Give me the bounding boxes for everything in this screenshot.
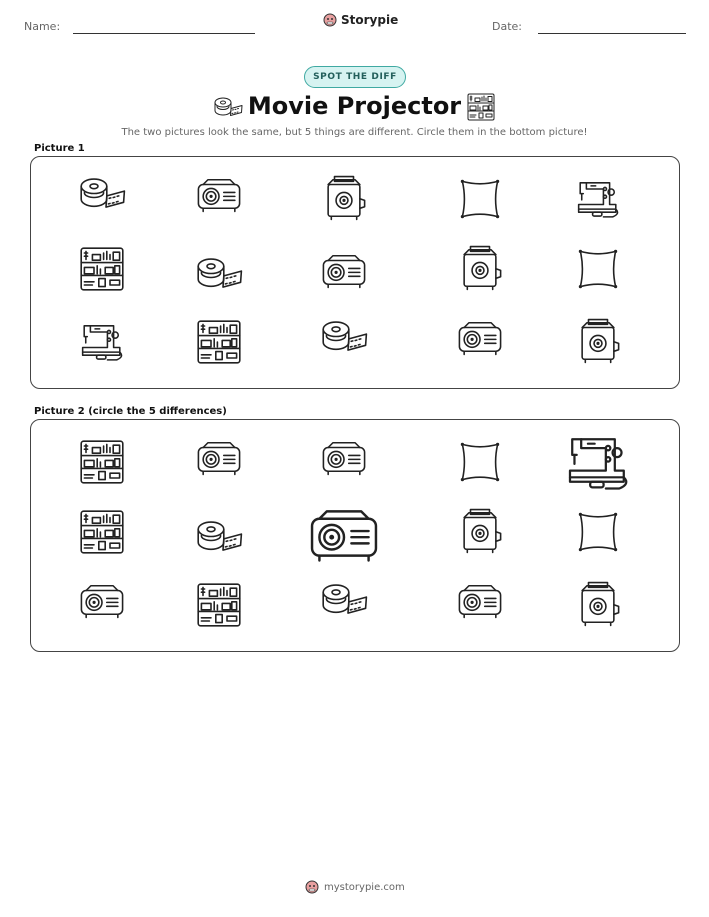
footer: [305, 880, 405, 894]
sewing-machine-icon[interactable]: [563, 428, 633, 493]
speaker-box-icon[interactable]: [574, 581, 622, 627]
shelf-icon: [195, 318, 243, 366]
shelf-icon: [78, 245, 126, 293]
speaker-box-icon: [574, 318, 622, 364]
shelf-icon[interactable]: [78, 438, 126, 486]
projector-icon[interactable]: [78, 581, 126, 619]
speaker-box-icon: [456, 245, 504, 291]
projector-icon[interactable]: [195, 438, 243, 476]
storypie-mascot-icon: [305, 880, 319, 894]
brand-logo: [323, 13, 398, 27]
brand-name: Storypie: [341, 13, 399, 27]
projector-icon[interactable]: [456, 581, 504, 619]
projector-icon: [320, 251, 368, 289]
date-field-line[interactable]: [538, 33, 686, 34]
screen-icon: [574, 245, 622, 293]
film-reel-icon: [78, 175, 126, 212]
film-reel-icon: [195, 255, 243, 292]
shelf-icon[interactable]: [78, 508, 126, 556]
projector-icon[interactable]: [320, 438, 368, 476]
picture-1-label: Picture 1: [34, 143, 85, 154]
title-text: Movie Projector: [247, 92, 462, 120]
film-reel-icon[interactable]: [195, 518, 243, 555]
film-reel-icon[interactable]: [320, 581, 368, 618]
sewing-machine-icon: [78, 318, 126, 363]
projector-icon: [456, 318, 504, 356]
picture-2-label: Picture 2 (circle the 5 differences): [34, 406, 227, 417]
projector-icon[interactable]: [307, 504, 381, 563]
screen-icon: [456, 175, 504, 223]
name-label: Name:: [24, 20, 61, 33]
film-reel-icon: [320, 318, 368, 355]
speaker-box-icon: [320, 175, 368, 221]
projector-icon: [195, 175, 243, 213]
picture-2-panel[interactable]: [30, 419, 680, 652]
film-reel-icon: [213, 95, 243, 123]
sewing-machine-icon: [574, 175, 622, 220]
shelf-icon: [466, 92, 496, 126]
shelf-icon[interactable]: [195, 581, 243, 629]
speaker-box-icon[interactable]: [456, 508, 504, 554]
storypie-mascot-icon: [323, 13, 337, 27]
screen-icon[interactable]: [456, 438, 504, 486]
page-title: [0, 92, 709, 120]
footer-url: mystorypie.com: [324, 881, 405, 893]
name-field-line[interactable]: [73, 33, 255, 34]
spot-the-diff-badge: SPOT THE DIFF: [304, 66, 406, 88]
instructions-text: The two pictures look the same, but 5 things are different. Circle them in the bottom picture!: [121, 127, 588, 138]
screen-icon[interactable]: [574, 508, 622, 556]
picture-1-panel: [30, 156, 680, 389]
date-label: Date:: [492, 20, 522, 33]
